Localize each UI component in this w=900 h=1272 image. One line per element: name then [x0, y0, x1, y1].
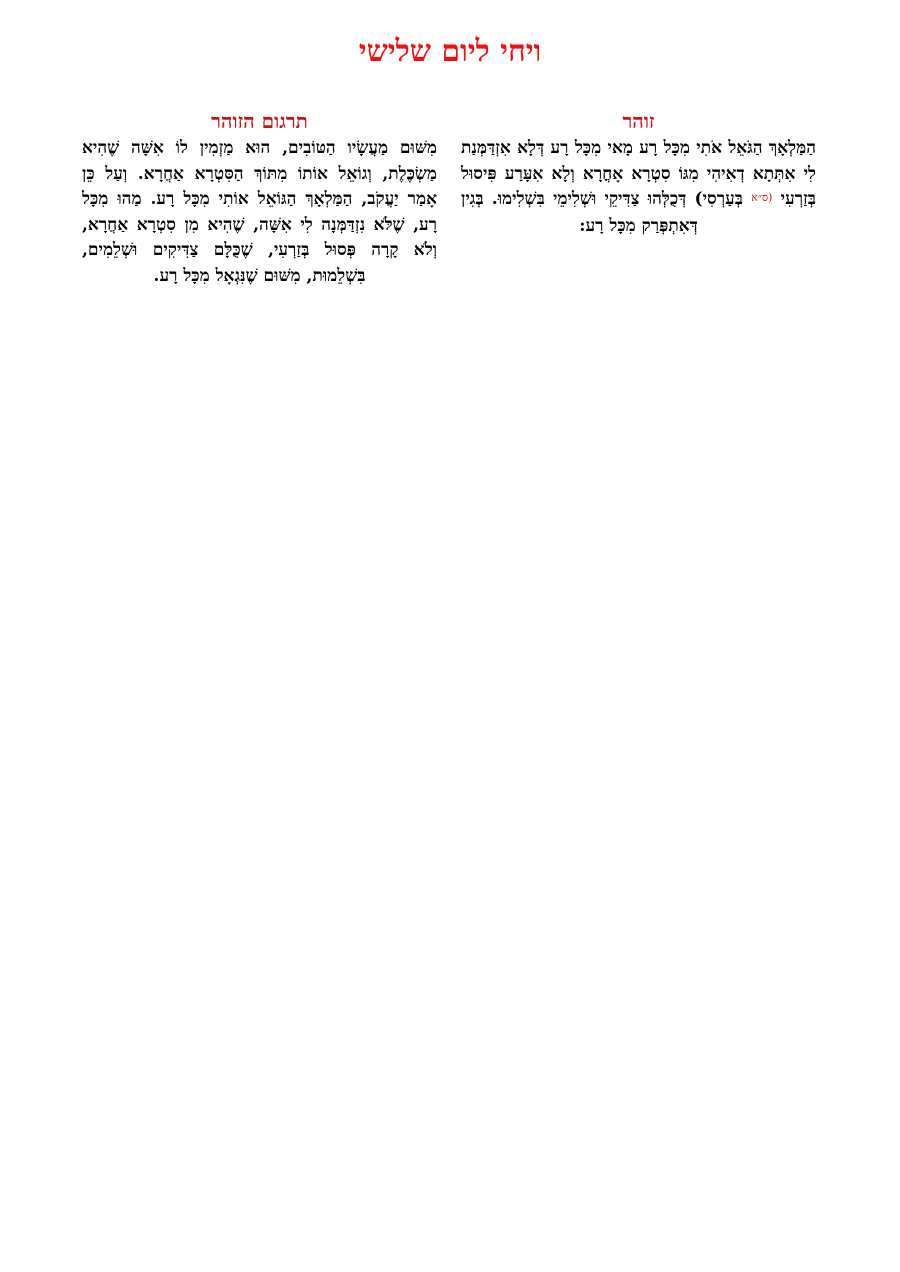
zohar-heading: זוהר	[622, 109, 655, 133]
page-title: ויחי ליום שלישי	[358, 34, 542, 69]
targum-heading: תרגום הזוהר	[211, 109, 308, 133]
zohar-text-part-1: הַמַּלְאָךְ הַגֹּאֵל אֹתִי מִכָּל רָע מָאי מִכָּל רָע דְּלָא אִזְדַּמְּנַת לִי אִתְּתָא דְאִיהִי מִגּוֹ סִטְרָא אָחֳרָא וְלָא אִעָּרַע פִּיסוּל בְּזַרְעִי	[461, 138, 817, 209]
zohar-variant-ref: (ס״א	[751, 191, 773, 204]
targum-column	[82, 108, 437, 289]
zohar-text	[461, 136, 816, 239]
zohar-column	[461, 108, 816, 239]
targum-text: מִשּׁוּם מַעֲשָׂיו הַטּוֹבִים, הוּא מַזְמִין לוֹ אִשָּׁה שֶׁהִיא מַשְׂכֶּלֶת, וְגוֹאֵל אוֹתוֹ מִתּוֹךְ הַסִּטְרָא אַחֲרָא. וְעַל כֵּן אָמַר יַעֲקֹב, הַמַּלְאָךְ הַגּוֹאֵל אוֹתִי מִכָּל רָע. מַהוּ מִכָּל רָע, שֶׁלֹּא נִזְדַּמְּנָה לִי אִשָּׁה, שֶׁהִיא מִן סִטְרָא אַחֲרָא, וְלֹא קָרָה פְּסוּל בְּזַרְעִי, שֶׁכֻּלָּם צַדִּיקִים וּשְׁלֵמִים, בִּשְׁלֵמוּת, מִשּׁוּם שֶׁנִּגְאָל מִכָּל רָע.	[82, 138, 437, 286]
zohar-text-part-2: בְּעַרְסִי) דְּכֻלְּהוּ צַדִּיקֵי וּשְׁלִימֵי בִּשְׁלִימוּ. בְּגִין דְּאִתְפְּרַק מִכָּל רָע:	[461, 189, 743, 236]
